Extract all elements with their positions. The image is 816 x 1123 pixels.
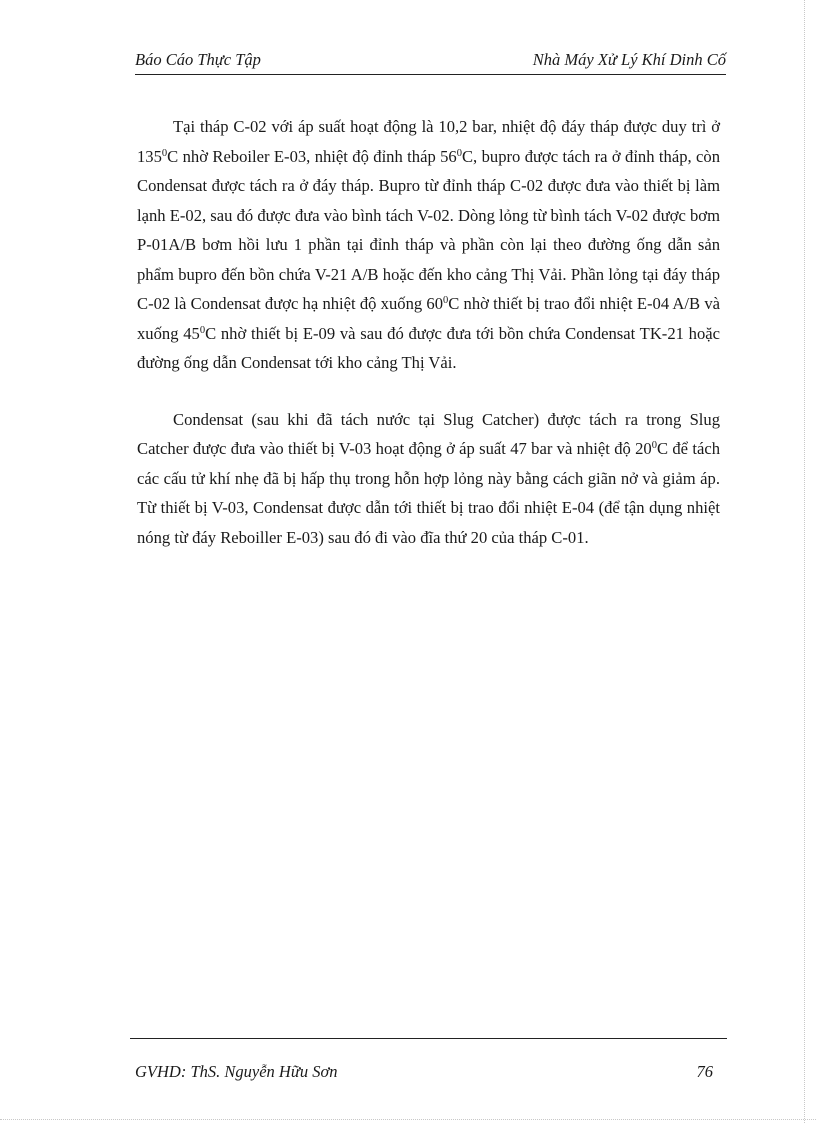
degree-superscript: 0 (443, 295, 449, 306)
degree-superscript: 0 (651, 440, 657, 451)
degree-superscript: 0 (199, 324, 206, 336)
page-footer (135, 1062, 713, 1084)
page-edge-bottom (0, 1119, 816, 1120)
paragraph-text: C nhờ thiết bị E-09 và sau đó được đưa tới bồn chứa Condensat TK-21 hoặc đường ống dẫn Condensat tới kho cảng Thị Vải. (137, 323, 720, 372)
footer-supervisor: GVHD: ThS. Nguyễn Hữu Sơn (135, 1062, 338, 1081)
page-number: 76 (696, 1062, 713, 1081)
paragraph-c02-process (137, 112, 720, 378)
paragraph-text: C nhờ Reboiler E-03, nhiệt độ đỉnh tháp 56 (167, 146, 457, 166)
paragraph-text: C để tách các cấu tử khí nhẹ đã bị hấp thụ trong hỗn hợp lỏng này bằng cách giãn nở và giảm áp. Từ thiết bị V-03, Condensat được dẫn tới thiết bị trao đổi nhiệt E-04 (để tận dụng nhiệt nóng từ đáy Reboiller E-03) sau đó đi vào đĩa thứ 20 của tháp C-01. (137, 439, 721, 547)
page-edge-right (804, 0, 805, 1123)
header-divider (135, 74, 726, 75)
page-body (137, 112, 720, 579)
footer-divider (130, 1038, 727, 1039)
page-header (135, 50, 726, 72)
degree-superscript: 0 (456, 147, 462, 159)
paragraph-text: Tại tháp C-02 với áp suất hoạt động là 10,2 bar, nhiệt độ đáy tháp được duy trì ở 135 (137, 117, 720, 166)
header-report-title: Báo Cáo Thực Tập (135, 50, 261, 69)
paragraph-condensat-v03 (137, 405, 720, 553)
header-plant-name: Nhà Máy Xử Lý Khí Dinh Cố (532, 50, 726, 69)
paragraph-text: C nhờ thiết bị trao đổi nhiệt E-04 A/B và xuống 45 (137, 294, 720, 343)
degree-superscript: 0 (161, 147, 168, 159)
paragraph-text: C, bupro được tách ra ở đỉnh tháp, còn Condensat được tách ra ở đáy tháp. Bupro từ đỉnh tháp C-02 được đưa vào thiết bị làm lạnh E-02, sau đó được đưa vào bình tách V-02. Dòng lỏng từ bình tách V-02 được bơm P-01A/B bơm hồi lưu 1 phần tại đỉnh tháp và phần còn lại theo đường ống dẫn sản phẩm bupro đến bồn chứa V-21 A/B hoặc đến kho cảng Thị Vải. Phần lỏng tại đáy tháp C-02 là Condensat được hạ nhiệt độ xuống 60 (137, 146, 720, 313)
paragraph-text: Condensat (sau khi đã tách nước tại Slug Catcher) được tách ra trong Slug Catcher được đưa vào thiết bị V-03 hoạt động ở áp suất 47 bar và nhiệt độ 20 (137, 409, 720, 458)
